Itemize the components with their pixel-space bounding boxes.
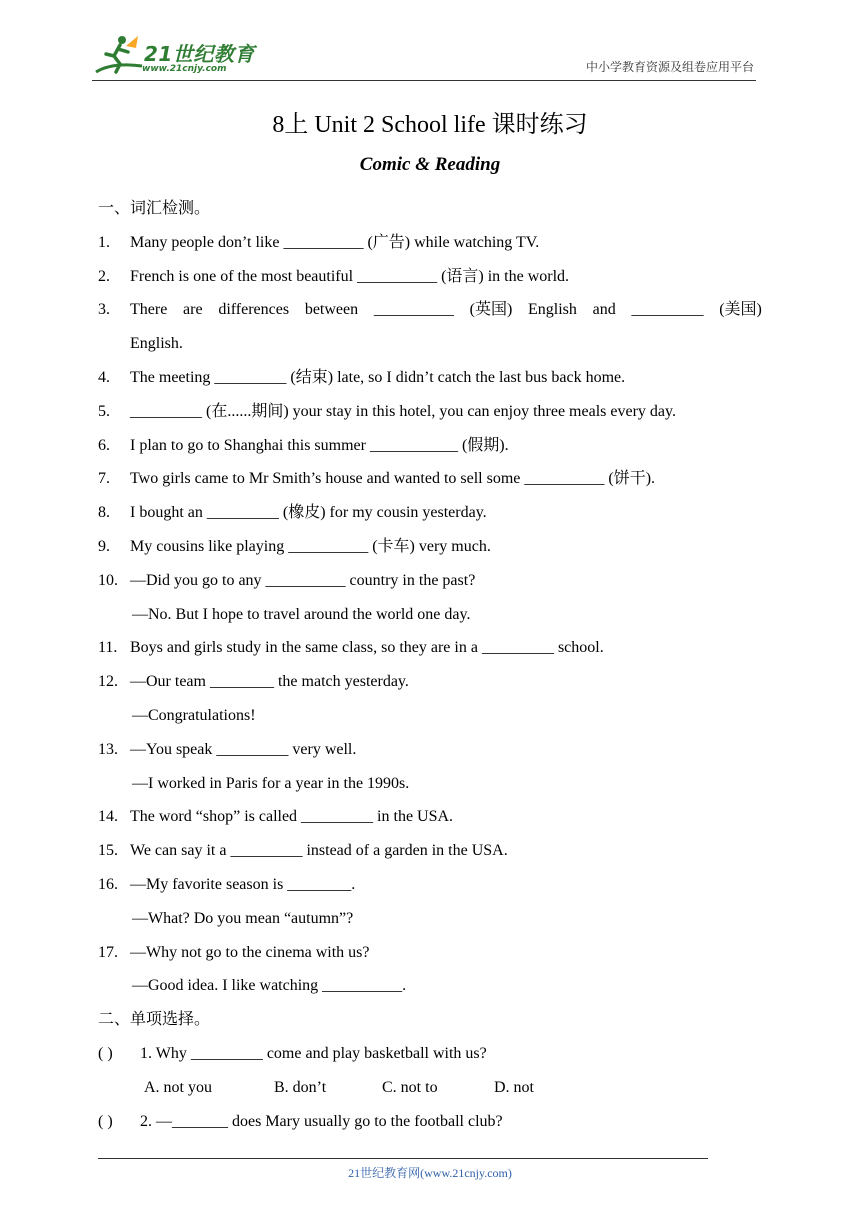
page-title: 8上 Unit 2 School life 课时练习 (272, 112, 588, 138)
question-number: 2. (98, 267, 110, 285)
question-text: Boys and girls study in the same class, so they are in a _________ school. (130, 639, 604, 657)
runner-logo-icon (92, 32, 148, 78)
question-number: 13. (98, 740, 118, 758)
question-word: and (592, 301, 616, 319)
question-row (98, 226, 762, 260)
question-word: (美国) (719, 301, 762, 319)
question-text: I bought an _________ (橡皮) for my cousin yesterday. (130, 504, 487, 522)
option-a: A. not you (144, 1078, 212, 1096)
question-number: 11. (98, 639, 118, 657)
question-row (98, 496, 762, 530)
question-text: —Congratulations! (132, 706, 256, 724)
question-row (98, 361, 762, 395)
mc-options (144, 1071, 534, 1105)
question-text: —You speak _________ very well. (130, 740, 357, 758)
question-number: 16. (98, 875, 118, 893)
question-number: 17. (98, 943, 118, 961)
question-word: There (130, 301, 168, 319)
question-text: The word “shop” is called _________ in the USA. (130, 808, 454, 826)
question-text: —What? Do you mean “autumn”? (132, 909, 354, 927)
question-continuation (98, 598, 762, 632)
question-text: —Why not go to the cinema with us? (130, 943, 370, 961)
answer-blank: ( ) (98, 1112, 113, 1130)
answer-blank: ( ) (98, 1044, 113, 1062)
question-word: __________ (373, 301, 454, 319)
question-text: We can say it a _________ instead of a garden in the USA. (130, 842, 508, 860)
mc-question-row (98, 1105, 762, 1139)
question-text: —My favorite season is ________. (130, 875, 356, 893)
question-continuation (98, 902, 762, 936)
question-row (98, 665, 762, 699)
question-number: 4. (98, 368, 110, 386)
question-row (98, 260, 762, 294)
question-row (98, 936, 762, 970)
question-text: —No. But I hope to travel around the world one day. (132, 605, 471, 623)
mc-question-text: 1. Why _________ come and play basketball with us? (140, 1044, 487, 1062)
section2-heading: 二、单项选择。 (98, 1011, 211, 1029)
exercise-content (98, 192, 762, 1138)
question-text: —I worked in Paris for a year in the 1990s. (132, 774, 410, 792)
question-text: My cousins like playing __________ (卡车) very much. (130, 537, 491, 555)
question-continuation (98, 969, 762, 1003)
question-text: The meeting _________ (结束) late, so I didn’t catch the last bus back home. (130, 368, 626, 386)
question-text-justified (130, 293, 762, 327)
page-header (92, 28, 756, 81)
option-c: C. not to (382, 1078, 438, 1096)
question-continuation (98, 327, 762, 361)
question-row (98, 395, 762, 429)
mc-question-row (98, 1037, 762, 1071)
question-number: 14. (98, 808, 118, 826)
question-number: 9. (98, 537, 110, 555)
question-number: 7. (98, 470, 110, 488)
question-text: —Did you go to any __________ country in the past? (130, 571, 476, 589)
question-row (98, 733, 762, 767)
question-number: 15. (98, 842, 118, 860)
question-continuation (98, 767, 762, 801)
question-text: French is one of the most beautiful __________ (语言) in the world. (130, 267, 570, 285)
question-text: Two girls came to Mr Smith’s house and wanted to sell some __________ (饼干). (130, 470, 656, 488)
question-number: 6. (98, 436, 110, 454)
question-text: _________ (在......期间) your stay in this hotel, you can enjoy three meals every day. (130, 402, 676, 420)
section1-heading: 一、词汇检测。 (98, 200, 211, 217)
page-footer: 21世纪教育网(www.21cnjy.com) (348, 1166, 512, 1180)
mc-options-row (98, 1071, 762, 1105)
question-text: English. (130, 335, 183, 353)
question-text: Many people don’t like __________ (广告) while watching TV. (130, 233, 540, 251)
question-row (98, 429, 762, 463)
option-d: D. not (494, 1078, 534, 1096)
question-row (98, 631, 762, 665)
question-number: 5. (98, 402, 110, 420)
question-text: —Good idea. I like watching __________. (132, 977, 407, 995)
question-word: between (304, 301, 359, 319)
question-text: —Our team ________ the match yesterday. (130, 673, 409, 691)
question-number: 1. (98, 233, 110, 251)
site-logo (92, 32, 262, 78)
question-row (98, 800, 762, 834)
question-continuation (98, 699, 762, 733)
question-row (98, 462, 762, 496)
question-text: I plan to go to Shanghai this summer ___________ (假期). (130, 436, 509, 454)
question-word: English (528, 301, 577, 319)
footer-divider (98, 1158, 708, 1159)
question-word: differences (218, 301, 290, 319)
question-number: 3. (98, 301, 110, 319)
header-slogan: 中小学教育资源及组卷应用平台 (585, 60, 754, 74)
logo-url: www.21cnjy.com (142, 64, 227, 74)
question-number: 8. (98, 504, 110, 522)
logo-text: 21世纪教育 (144, 42, 255, 66)
mc-question-text: 2. —_______ does Mary usually go to the football club? (140, 1112, 503, 1130)
question-row (98, 530, 762, 564)
question-row (98, 834, 762, 868)
question-row (98, 564, 762, 598)
question-row (98, 868, 762, 902)
option-b: B. don’t (274, 1078, 327, 1096)
question-word: are (183, 301, 203, 319)
question-row (98, 293, 762, 327)
question-word: (英国) (469, 301, 513, 319)
page-subtitle: Comic & Reading (359, 154, 501, 175)
question-number: 12. (98, 673, 118, 691)
question-word: _________ (631, 301, 704, 319)
question-number: 10. (98, 571, 118, 589)
